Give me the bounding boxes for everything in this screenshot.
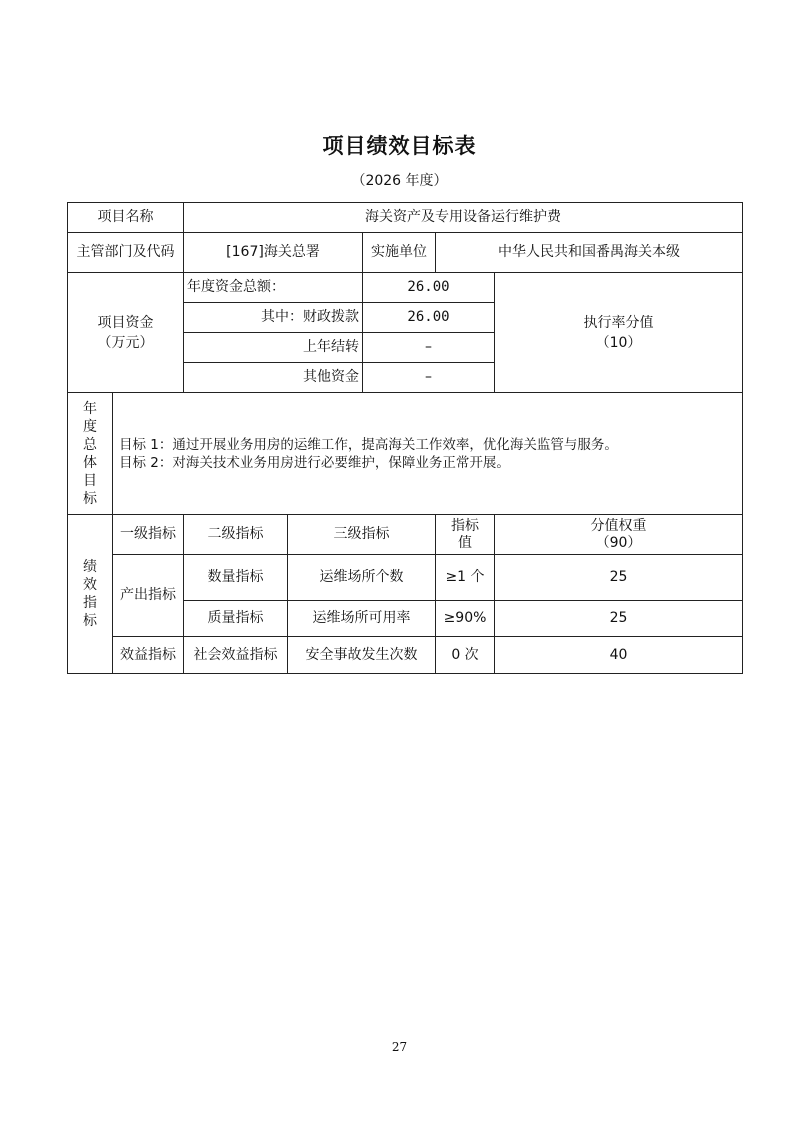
funds-carryover-label: 上年结转 [184,333,363,363]
page-number: 27 [391,1040,408,1054]
impl-label: 实施单位 [363,233,436,273]
goals-label: 年度总体目标 [83,400,97,507]
dept-label: 主管部门及代码 [68,233,184,273]
goals-label-cell [68,393,113,515]
perf-level2: 社会效益指标 [184,637,288,674]
perf-level3: 运维场所个数 [288,555,436,601]
funds-carryover-value: – [363,333,495,363]
perf-level1: 产出指标 [113,555,184,637]
perf-row [68,637,743,674]
page-title: 项目绩效目标表 [322,134,477,158]
perf-level3: 运维场所可用率 [288,601,436,637]
funds-total-row [68,273,743,303]
header-level3: 三级指标 [288,515,436,555]
funds-total-label: 年度资金总额： [184,273,363,303]
goals-row [68,393,743,515]
header-value-text: 指标值 [451,517,479,551]
perf-value: ≥1 个 [436,555,495,601]
header-level1: 一级指标 [113,515,184,555]
perf-level2: 数量指标 [184,555,288,601]
project-name-row [68,203,743,233]
perf-label-cell [68,515,113,674]
goal-2: 目标 2：对海关技术业务用房进行必要维护，保障业务正常开展。 [119,454,510,471]
exec-rate-cell [495,273,743,393]
funds-fiscal-value: 26.00 [363,303,495,333]
perf-level1: 效益指标 [113,637,184,674]
funds-other-label: 其他资金 [184,363,363,393]
project-name-value: 海关资产及专用设备运行维护费 [184,203,743,233]
perf-header-row [68,515,743,555]
perf-row [68,555,743,601]
funds-fiscal-label: 其中：财政拨款 [184,303,363,333]
impl-value: 中华人民共和国番禺海关本级 [436,233,743,273]
goal-1: 目标 1：通过开展业务用房的运维工作，提高海关工作效率，优化海关监管与服务。 [119,436,618,453]
goals-content [113,393,743,515]
performance-goal-table [67,202,743,674]
header-weight [495,515,743,555]
header-value [436,515,495,555]
year-subtitle: （2026 年度） [351,173,448,189]
perf-weight: 25 [495,601,743,637]
exec-rate-label: 执行率分值（10） [583,314,654,351]
perf-weight: 40 [495,637,743,674]
funds-other-value: – [363,363,495,393]
perf-value: 0 次 [436,637,495,674]
funds-label [68,273,184,393]
funds-label-text: 项目资金（万元） [97,314,154,351]
perf-weight: 25 [495,555,743,601]
perf-level3: 安全事故发生次数 [288,637,436,674]
project-name-label: 项目名称 [68,203,184,233]
header-level2: 二级指标 [184,515,288,555]
perf-value: ≥90% [436,601,495,637]
perf-label: 绩效指标 [83,559,97,629]
dept-value: [167]海关总署 [184,233,363,273]
dept-row [68,233,743,273]
header-weight-text: 分值权重（90） [590,517,647,551]
funds-total-value: 26.00 [363,273,495,303]
perf-level2: 质量指标 [184,601,288,637]
